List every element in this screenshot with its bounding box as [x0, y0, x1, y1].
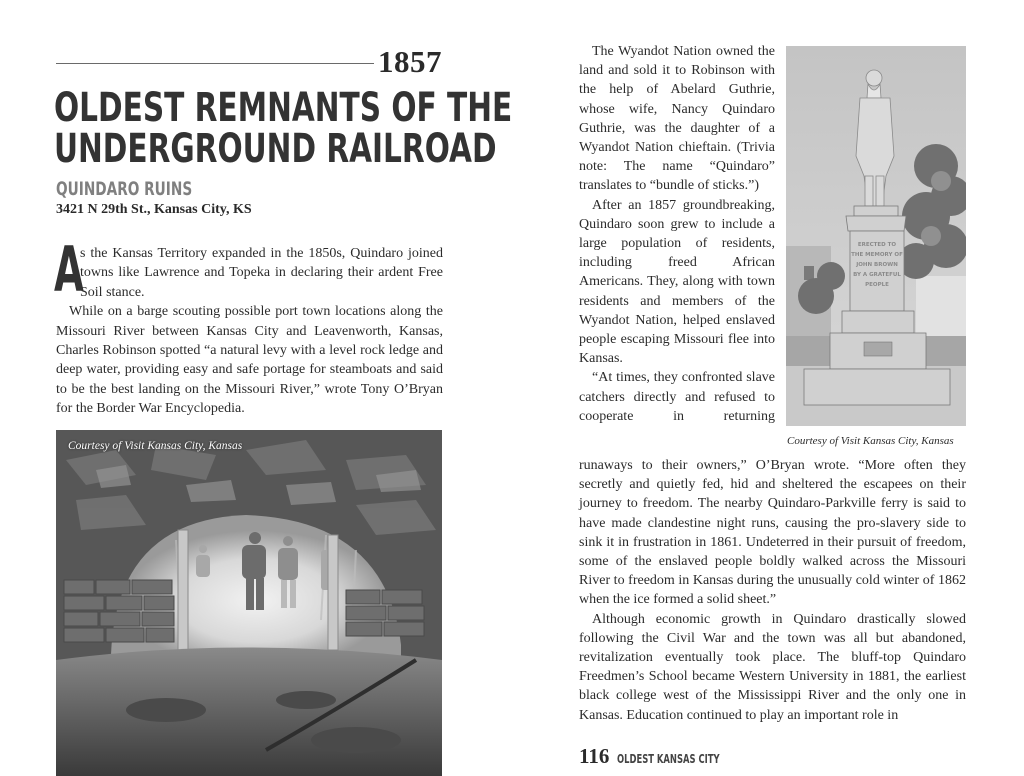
paragraph: After an 1857 groundbreaking, Quindaro soon grew to include a large population of residents, including freed African Americans. They, along with town residents and members of the Wyandot Nation, helped enslaved people escaping Missouri flee into Kansas. [579, 197, 775, 367]
right-column-text [579, 42, 775, 426]
left-body-text [54, 233, 443, 419]
page-footer [579, 744, 764, 774]
photo-credit-caption: Courtesy of Visit Kansas City, Kansas [787, 435, 954, 447]
page-number: 116 [579, 744, 610, 768]
location-address: 3421 N 29th St., Kansas City, KS [56, 202, 252, 217]
paragraph: The Wyandot Nation owned the land and sold it to Robinson with the help of Abelard Guthrie, whose wife, Nancy Quindaro Guthrie, was the daughter of a Wyandot Nation chieftain. (Trivia note: The name “Quindaro” translates to “bundle of sticks.”) [579, 44, 775, 194]
photo-credit-caption: Courtesy of Visit Kansas City, Kansas [68, 440, 243, 452]
paragraph [54, 233, 443, 306]
chapter-title-line-2: UNDERGROUND RAILROAD [54, 126, 497, 172]
inscription-line: THE MEMORY OF [851, 252, 903, 258]
right-page [512, 0, 1024, 776]
ruins-arch-image [56, 430, 442, 776]
inscription-line: JOHN BROWN [856, 262, 898, 268]
quindaro-ruins-photo [56, 430, 442, 776]
paragraph: While on a barge scouting possible port town locations along the Missouri River between Kansas City and Leavenworth, Kansas, Charles Robinson spotted “a natural levy with a level rock ledge and deep water, providing easy and safe portage for steamboats and said to be the best landing on the Missouri River,” wrote Tony O’Bryan for the Border War Encyclopedia. [56, 304, 443, 417]
drop-cap: A [54, 233, 84, 306]
inscription-line: BY A GRATEFUL [853, 272, 901, 278]
year-rule [56, 63, 374, 64]
inscription-line: ERECTED TO [857, 242, 897, 248]
location-subtitle: QUINDARO RUINS [56, 178, 193, 200]
year-header [56, 44, 442, 80]
chapter-title [54, 85, 513, 172]
paragraph: “At times, they confronted slave catchers directly and refused to cooperate in returning [579, 370, 775, 424]
statue-image [786, 46, 966, 426]
paragraph: runaways to their owners,” O’Bryan wrote. “More often they secretly and quietly fed, hid and sheltered the escapees on their journey to freedom. The nearby Quindaro-Parkville ferry is said to have made clandestine night runs, causing the pro-slavery side to sink it in frustration in 1861. Undeterred in their pursuit of freedom, some of the enslaved people boldly walked across the Missouri River to freedom in Kansas during the unusually cold winter of 1862 when the ice formed a solid sheet.” [579, 458, 966, 608]
john-brown-statue-photo [786, 46, 966, 426]
chapter-title-line-1: OLDEST REMNANTS OF THE [54, 85, 513, 131]
right-full-width-text [579, 456, 966, 725]
year-label: 1857 [378, 44, 442, 79]
running-title: OLDEST KANSAS CITY [617, 752, 720, 766]
inscription-line: PEOPLE [865, 282, 889, 288]
paragraph: Although economic growth in Quindaro drastically slowed following the Civil War and the town was all but abandoned, revitalization eventually took place. The bluff-top Quindaro Freedmen’s School became Western University in 1881, the earliest black college west of the Mississippi River and the only one in Kansas. Education continued to play an important role in [579, 611, 966, 723]
paragraph-text: s the Kansas Territory expanded in the 1850s, Quindaro joined towns like Lawrence and Topeka in declaring their ardent Free Soil stance. [80, 246, 443, 300]
